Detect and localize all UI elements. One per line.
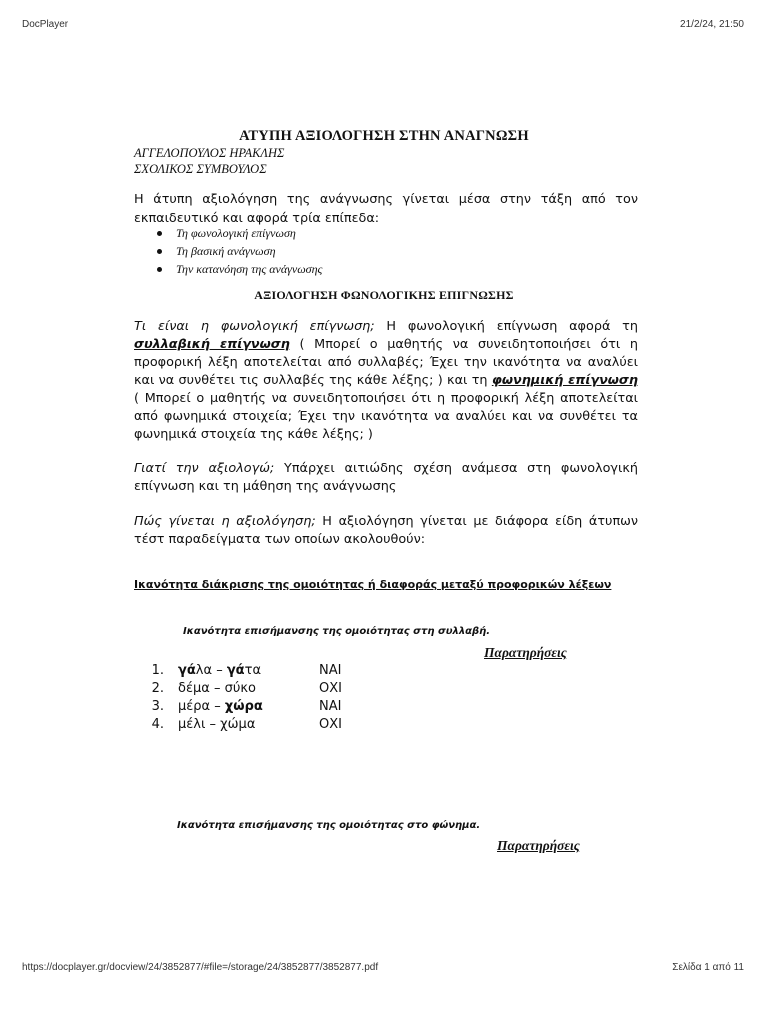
observations-heading: Παρατηρήσεις <box>484 645 567 660</box>
intro-paragraph: Η άτυπη αξιολόγηση της ανάγνωσης γίνεται μέσα στην τάξη από τον εκπαιδευτικό και αφορά τρία επίπεδα: <box>134 192 638 226</box>
list-item: Την κατανόηση της ανάγνωσης <box>134 260 322 278</box>
print-datetime: 21/2/24, 21:50 <box>680 19 744 30</box>
term-syllabic-awareness: συλλαβική επίγνωση <box>134 337 290 352</box>
page-indicator: Σελίδα 1 από 11 <box>672 962 744 973</box>
list-item: Τη βασική ανάγνωση <box>134 242 322 260</box>
bullet-icon <box>157 231 162 236</box>
pdf-page: DocPlayer 21/2/24, 21:50 ΑΤΥΠΗ ΑΞΙΟΛΟΓΗΣΗ ΣΤΗΝ ΑΝΑΓΝΩΣΗ ΑΓΓΕΛΟΠΟΥΛΟΣ ΗΡΑΚΛΗΣ ΣΧΟΛΙΚΟΣ ΣΥΜΒΟΥΛΟΣ Η άτυπη αξιολόγηση της ανάγνωσης γίνεται μέσα στην τάξη από τον εκπαιδευτικό και αφορά τρία επίπεδα: Τη φωνολογική επίγνωση Τη βασική ανάγνωση Την κατανόηση της ανάγνωσης ΑΞΙΟΛΟΓΗΣΗ ΦΩΝΟΛΟΓΙΚΗΣ ΕΠΙΓΝΩΣΗΣ Τι είναι η φωνολογική επίγνωση; Η φωνολογική επίγνωση αφορά τη συλλαβική επίγνωση ( Μπορεί ο μαθητής να συνειδητοποιήσει ότι η προφορική λέξη αποτελείται από συλλαβές; Έχει την ικανότητα να αναλύει και να συνθέτει τις συλλαβές της κάθε λέξης; ) και τη φωνημική επίγνωση ( Μπορεί ο μαθητής να συνειδητοποιήσει ότι η προφορική λέξη αποτελείται από φωνημικά στοιχεία; Έχει την ικανότητα να αναλύει και να συνθέτει τα φωνημικά στοιχεία της κάθε λέξης; ) Γιατί την αξιολογώ; Υπάρχει αιτιώδης σχέση ανάμεσα στη φωνολογική επίγνωση και τη μάθηση της ανάγνωσης Πώς γίνεται η αξιολόγηση; Η αξιολόγηση γίνεται με διάφορα είδη άτυπων τέστ παραδείγματα των οποίων ακολουθούν: Ικανότητα διάκρισης της ομοιότητας ή διαφοράς μεταξύ προφορικών λέξεων Ικανότητα επισήμανσης της ομοιότητας στη συλλαβή. Παρατηρήσεις 1. γάλα – γάτα ΝΑΙ 2. δέμα – σύκο ΟΧΙ 3. μέρα – χώρα ΝΑΙ 4. μέλι – χώμα ΟΧΙ Ικανότητα επισήμανσης της ομοιότητας στο φώνημα. Παρατηρήσεις https://docplayer.gr/docview/24/3852877/#file=/storage/24/3852877/3852877.pdf Σελίδα 1 από 11 <box>0 0 768 1024</box>
document-title: ΑΤΥΠΗ ΑΞΙΟΛΟΓΗΣΗ ΣΤΗΝ ΑΝΑΓΝΩΣΗ <box>239 128 529 144</box>
levels-list <box>134 224 322 278</box>
task-phoneme-title: Ικανότητα επισήμανσης της ομοιότητας στο φώνημα. <box>177 820 481 831</box>
answer-text: ΝΑΙ <box>319 699 342 714</box>
observations-heading: Παρατηρήσεις <box>497 838 580 853</box>
page-url: https://docplayer.gr/docview/24/3852877/#file=/storage/24/3852877/3852877.pdf <box>22 962 379 973</box>
author-role: ΣΧΟΛΙΚΟΣ ΣΥΜΒΟΥΛΟΣ <box>134 162 267 176</box>
task-syllable-title: Ικανότητα επισήμανσης της ομοιότητας στη συλλαβή. <box>183 626 491 637</box>
list-item: Τη φωνολογική επίγνωση <box>134 224 322 242</box>
section-title: ΑΞΙΟΛΟΓΗΣΗ ΦΩΝΟΛΟΓΙΚΗΣ ΕΠΙΓΝΩΣΗΣ <box>254 288 514 302</box>
answer-text: ΟΧΙ <box>319 717 342 732</box>
question-text: Τι είναι η φωνολογική επίγνωση; <box>134 319 375 334</box>
answer-text: ΝΑΙ <box>319 663 342 678</box>
subsection-title: Ικανότητα διάκρισης της ομοιότητας ή διαφοράς μεταξύ προφορικών λέξεων <box>134 578 612 591</box>
question-text: Πώς γίνεται η αξιολόγηση; <box>134 514 316 529</box>
site-name: DocPlayer <box>22 19 69 30</box>
answer-text: ΟΧΙ <box>319 681 342 696</box>
bullet-icon <box>157 267 162 272</box>
term-phonemic-awareness: φωνημική επίγνωση <box>491 373 638 388</box>
author-name: ΑΓΓΕΛΟΠΟΥΛΟΣ ΗΡΑΚΛΗΣ <box>134 146 285 160</box>
paragraph-definition: Τι είναι η φωνολογική επίγνωση; Η φωνολογική επίγνωση αφορά τη συλλαβική επίγνωση ( Μπορεί ο μαθητής να συνειδητοποιήσει ότι η προφορική λέξη αποτελείται από συλλαβές; Έχει την ικανότητα να αναλύει και να συνθέτει τις συλλαβές της κάθε λέξης; ) και τη φωνημική επίγνωση ( Μπορεί ο μαθητής να συνειδητοποιήσει ότι η προφορική λέξη αποτελείται από φωνημικά στοιχεία; Έχει την ικανότητα να αναλύει και να συνθέτει τα φωνημικά στοιχεία της κάθε λέξης; ) <box>134 319 638 442</box>
question-text: Γιατί την αξιολογώ; <box>134 461 275 476</box>
paragraph-how: Πώς γίνεται η αξιολόγηση; Η αξιολόγηση γίνεται με διάφορα είδη άτυπων τέστ παραδείγματα των οποίων ακολουθούν: <box>134 514 639 547</box>
bullet-icon <box>157 249 162 254</box>
paragraph-why: Γιατί την αξιολογώ; Υπάρχει αιτιώδης σχέση ανάμεσα στη φωνολογική επίγνωση και τη μάθηση της ανάγνωσης <box>134 461 638 494</box>
